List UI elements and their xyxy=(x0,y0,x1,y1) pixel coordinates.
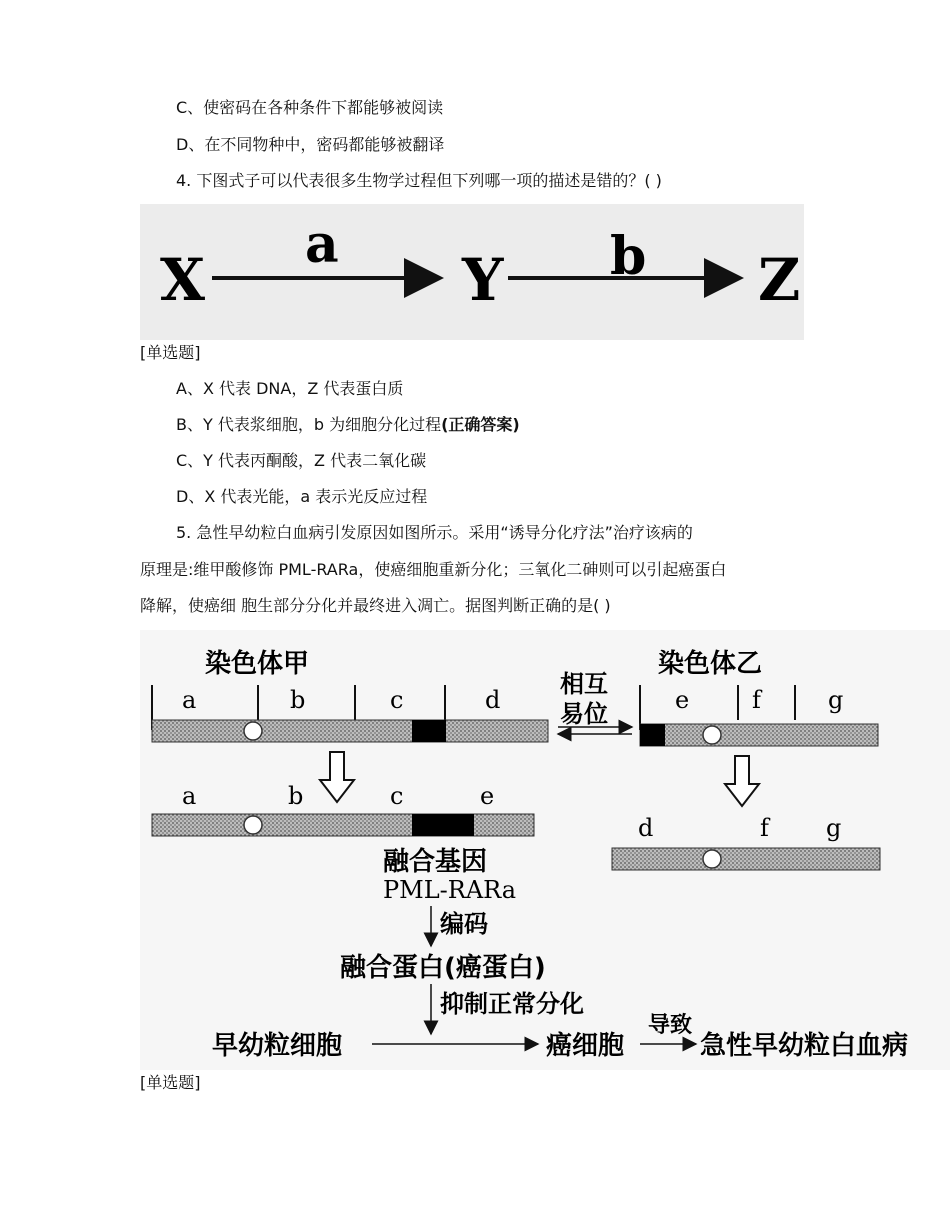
chromosome-yi-black-segment xyxy=(640,724,665,746)
promyelocyte-label: 早幼粒细胞 xyxy=(212,1031,343,1061)
centromere-fusion xyxy=(244,816,262,834)
down-arrow-right xyxy=(725,756,759,806)
gene-label-top-b: b xyxy=(290,686,306,714)
option-4a: A、X 代表 DNA，Z 代表蛋白质 xyxy=(176,379,404,398)
question-type-label-5: [单选题] xyxy=(140,1073,201,1092)
encode-label: 编码 xyxy=(440,910,488,938)
question-4-stem: 4. 下图式子可以代表很多生物学过程但下列哪一项的描述是错的？( ) xyxy=(176,171,662,190)
label-z: Z xyxy=(758,246,801,314)
label-b: b xyxy=(610,226,647,287)
centromere-jia xyxy=(244,722,262,740)
question-5-stem-line2: 原理是:维甲酸修饰 PML-RARa，使癌细胞重新分化；三氧化二砷则可以引起癌蛋白 xyxy=(140,560,727,579)
option-4b: B、Y 代表浆细胞，b 为细胞分化过程(正确答案) xyxy=(176,415,520,434)
figure-chromosome-translocation xyxy=(140,630,950,1070)
gene-label-top-d: d xyxy=(485,686,501,714)
gene-label-top-f: f xyxy=(752,686,761,714)
gene-label-bottom-f: f xyxy=(760,814,769,842)
chromosome-jia-title: 染色体甲 xyxy=(205,649,310,679)
option-4c: C、Y 代表丙酮酸，Z 代表二氧化碳 xyxy=(176,451,427,470)
fusion-chromosome-bar xyxy=(152,814,534,836)
gene-label-bottom-g: g xyxy=(826,814,842,842)
inhibit-label: 抑制正常分化 xyxy=(440,990,584,1018)
gene-label-bottom-b: b xyxy=(288,782,304,810)
disease-label: 急性早幼粒白血病 xyxy=(700,1031,909,1061)
gene-label-top-c: c xyxy=(390,686,404,714)
swap-label-2: 易位 xyxy=(560,700,608,728)
fusion-black-segment xyxy=(412,814,474,836)
down-arrow-left xyxy=(320,752,354,802)
fusion-protein-label: 融合蛋白(癌蛋白) xyxy=(340,953,546,983)
swap-label-1: 相互 xyxy=(560,670,608,698)
pml-rara-label: PML-RARa xyxy=(383,876,517,904)
cancer-cell-label: 癌细胞 xyxy=(546,1031,625,1061)
figure-xyz-process xyxy=(140,204,804,340)
reciprocal-chromosome-bar xyxy=(612,848,880,870)
gene-label-top-a: a xyxy=(182,686,197,714)
fusion-gene-label: 融合基因 xyxy=(383,847,488,877)
centromere-reciprocal xyxy=(703,850,721,868)
chromosome-yi-bar xyxy=(640,724,878,746)
chromosome-jia-black-segment xyxy=(412,720,446,742)
gene-label-top-g: g xyxy=(828,686,844,714)
label-x: X xyxy=(160,246,206,314)
gene-label-bottom-c: c xyxy=(390,782,404,810)
gene-label-bottom-e: e xyxy=(480,782,495,810)
correct-answer-mark: (正确答案) xyxy=(441,415,520,434)
centromere-yi xyxy=(703,726,721,744)
option-3d: D、在不同物种中，密码都能够被翻译 xyxy=(176,135,445,154)
gene-label-top-e: e xyxy=(675,686,690,714)
option-4d: D、X 代表光能，a 表示光反应过程 xyxy=(176,487,428,506)
chromosome-yi-title: 染色体乙 xyxy=(658,649,763,679)
label-y: Y xyxy=(462,246,504,314)
gene-label-bottom-a: a xyxy=(182,782,197,810)
label-a: a xyxy=(305,214,339,275)
cause-label: 导致 xyxy=(648,1013,693,1038)
gene-label-bottom-d: d xyxy=(638,814,654,842)
question-5-stem-line3: 降解，使癌细 胞生部分分化并最终进入凋亡。据图判断正确的是( ) xyxy=(140,596,611,615)
question-5-stem-line1: 5. 急性早幼粒白血病引发原因如图所示。采用“诱导分化疗法”治疗该病的 xyxy=(176,523,693,542)
question-type-label: [单选题] xyxy=(140,343,201,362)
chromosome-jia-bar xyxy=(152,720,548,742)
option-3c: C、使密码在各种条件下都能够被阅读 xyxy=(176,98,444,117)
